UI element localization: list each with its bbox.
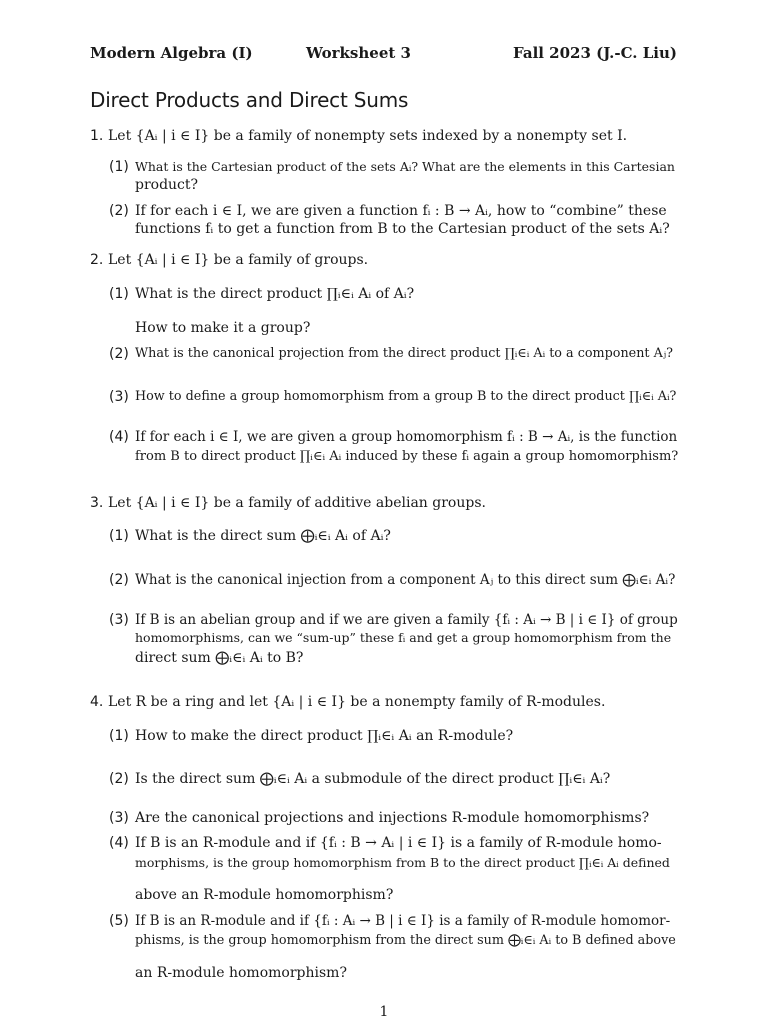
subproblem-text: phisms, is the group homomorphism from the direct sum ⨁ᵢ∈ᵢ Aᵢ to B defined above — [135, 933, 676, 948]
subproblem-text: Is the direct sum ⨁ᵢ∈ᵢ Aᵢ a submodule of the direct product ∏ᵢ∈ᵢ Aᵢ? — [135, 771, 611, 787]
subproblem-text: Are the canonical projections and injections R-module homomorphisms? — [135, 810, 650, 826]
subproblem-text: How to make it a group? — [135, 320, 311, 336]
subproblem-number: (5) — [109, 913, 129, 929]
term-instructor: Fall 2023 (J.-C. Liu) — [513, 44, 677, 62]
problem-statement: Let R be a ring and let {Aᵢ | i ∈ I} be a nonempty family of R-modules. — [108, 694, 606, 710]
problem-number: 3. — [90, 495, 104, 511]
subproblem-text: an R-module homomorphism? — [135, 965, 347, 981]
subproblem-number: (1) — [109, 159, 129, 175]
subproblem-text: direct sum ⨁ᵢ∈ᵢ Aᵢ to B? — [135, 650, 304, 666]
subproblem-number: (4) — [109, 429, 129, 445]
subproblem-number: (2) — [109, 771, 129, 787]
problem-number: 1. — [90, 128, 104, 144]
page-number: 1 — [379, 1004, 389, 1020]
subproblem-number: (1) — [109, 728, 129, 744]
subproblem-text: product? — [135, 177, 199, 193]
subproblem-text: What is the direct sum ⨁ᵢ∈ᵢ Aᵢ of Aᵢ? — [135, 528, 391, 544]
subproblem-number: (1) — [109, 286, 129, 302]
subproblem-text: above an R-module homomorphism? — [135, 887, 394, 903]
subproblem-text: functions fᵢ to get a function from B to the Cartesian product of the sets Aᵢ? — [135, 221, 670, 237]
subproblem-text: If for each i ∈ I, we are given a group homomorphism fᵢ : B → Aᵢ, is the function — [135, 429, 678, 445]
subproblem-text: What is the Cartesian product of the sets Aᵢ? What are the elements in this Cartesian — [135, 159, 675, 174]
subproblem-number: (2) — [109, 572, 129, 588]
subproblem-text: If B is an R-module and if {fᵢ : Aᵢ → B | i ∈ I} is a family of R-module homomor- — [135, 913, 671, 929]
subproblem-text: What is the direct product ∏ᵢ∈ᵢ Aᵢ of Aᵢ? — [135, 286, 415, 302]
subproblem-text: How to make the direct product ∏ᵢ∈ᵢ Aᵢ an R-module? — [135, 728, 514, 744]
subproblem-text: homomorphisms, can we “sum-up” these fᵢ and get a group homomorphism from the — [135, 630, 672, 645]
subproblem-number: (2) — [109, 346, 129, 362]
subproblem-text: If B is an R-module and if {fᵢ : B → Aᵢ | i ∈ I} is a family of R-module homo- — [135, 835, 662, 851]
subproblem-text: How to define a group homomorphism from a group B to the direct product ∏ᵢ∈ᵢ Aᵢ? — [135, 389, 677, 404]
problem-number: 4. — [90, 694, 104, 710]
subproblem-number: (4) — [109, 835, 129, 851]
problem-number: 2. — [90, 252, 104, 268]
subproblem-text: morphisms, is the group homomorphism from B to the direct product ∏ᵢ∈ᵢ Aᵢ defined — [135, 855, 670, 870]
problem-statement: Let {Aᵢ | i ∈ I} be a family of groups. — [108, 252, 369, 268]
subproblem-text: If B is an abelian group and if we are given a family {fᵢ : Aᵢ → B | i ∈ I} of group — [135, 612, 678, 628]
subproblem-number: (2) — [109, 203, 129, 219]
problem-statement: Let {Aᵢ | i ∈ I} be a family of additive abelian groups. — [108, 495, 486, 511]
worksheet-label: Worksheet 3 — [306, 44, 411, 62]
subproblem-text: If for each i ∈ I, we are given a function fᵢ : B → Aᵢ, how to “combine” these — [135, 203, 667, 219]
subproblem-number: (1) — [109, 528, 129, 544]
subproblem-text: What is the canonical projection from the direct product ∏ᵢ∈ᵢ Aᵢ to a component Aⱼ? — [135, 346, 673, 361]
subproblem-number: (3) — [109, 389, 129, 405]
subproblem-number: (3) — [109, 810, 129, 826]
problem-statement: Let {Aᵢ | i ∈ I} be a family of nonempty sets indexed by a nonempty set I. — [108, 128, 628, 144]
subproblem-text: from B to direct product ∏ᵢ∈ᵢ Aᵢ induced by these fᵢ again a group homomorphism? — [135, 449, 679, 464]
subproblem-number: (3) — [109, 612, 129, 628]
page-title: Direct Products and Direct Sums — [90, 88, 409, 112]
subproblem-text: What is the canonical injection from a component Aⱼ to this direct sum ⨁ᵢ∈ᵢ Aᵢ? — [135, 572, 676, 588]
course-title: Modern Algebra (I) — [90, 44, 253, 62]
